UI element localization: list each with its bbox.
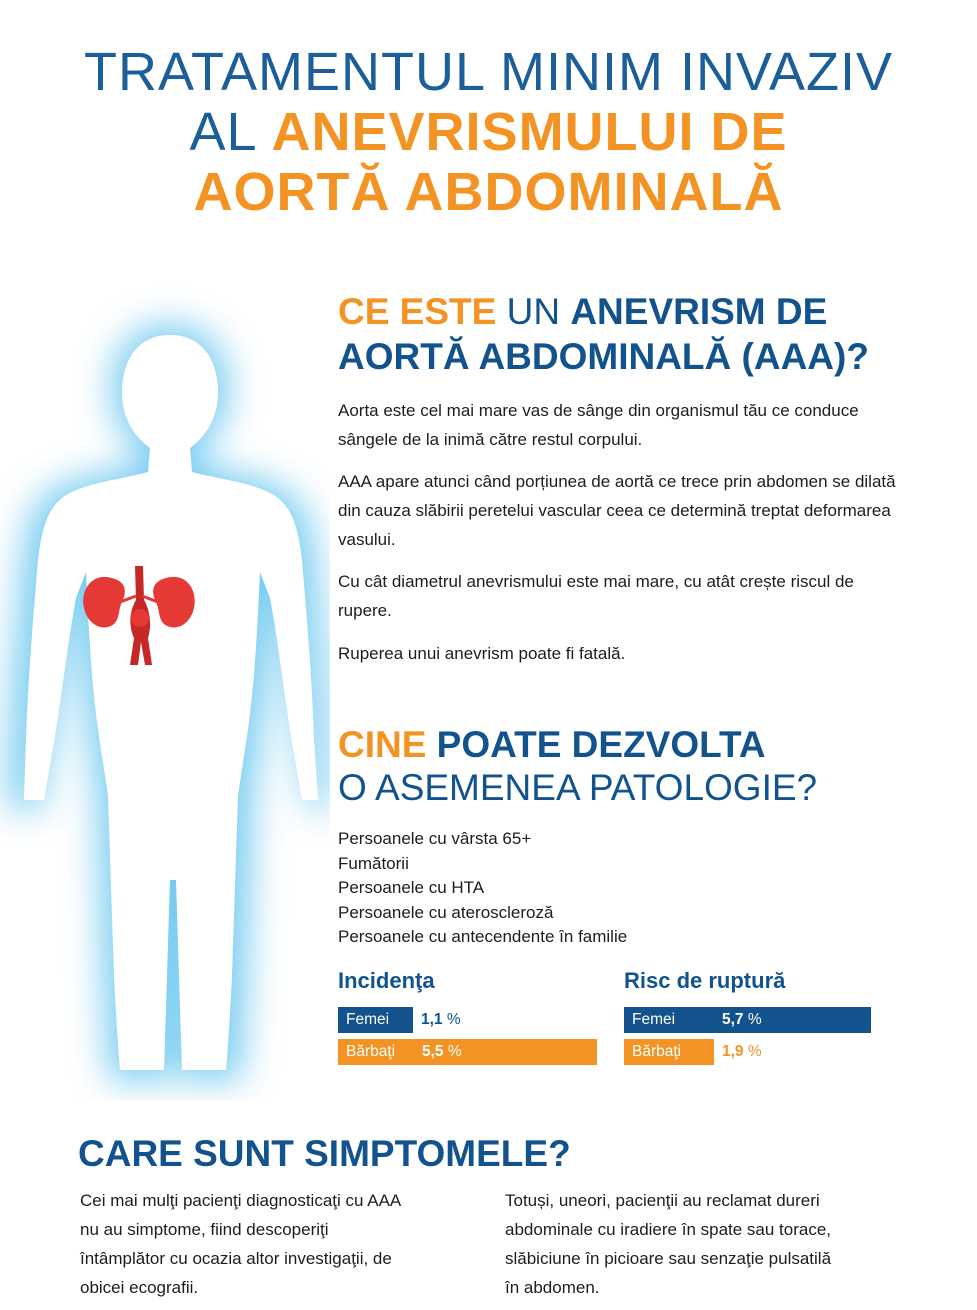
page-title-line3: AORTĂ ABDOMINALĂ xyxy=(193,162,784,222)
page-title-line2-prefix: AL xyxy=(189,102,272,162)
list-item: Fumătorii xyxy=(338,853,409,873)
rupture-men-unit: % xyxy=(743,1043,762,1060)
symptoms-title: CARE SUNT SIMPTOMELE? xyxy=(78,1133,571,1174)
paragraph-aaa-definition: AAA apare atunci când porțiunea de aortă ce trece prin abdomen se dilată din cauza slăbirii peretelui vascular ceea ce determină treptat deformarea vasului. xyxy=(338,472,896,549)
rupture-risk-title: Risc de ruptură xyxy=(624,968,786,993)
incidence-title: Incidenţa xyxy=(338,968,435,993)
section-title-who-part1: CINE xyxy=(338,724,427,765)
symptoms-right-line: abdominale cu iradiere în spate sau torace, xyxy=(505,1220,832,1239)
section-title-what-is-part3: ANEVRISM DE xyxy=(570,291,828,332)
rupture-women-value xyxy=(722,1007,762,1033)
symptoms-right-line: în abdomen. xyxy=(505,1278,600,1297)
incidence-women-bar xyxy=(338,1007,413,1033)
rupture-men-bar xyxy=(624,1039,714,1065)
page-title xyxy=(0,42,977,222)
section-title-what-is-part1: CE ESTE xyxy=(338,291,497,332)
paragraph-rupture-fatal: Ruperea unui anevrism poate fi fatală. xyxy=(338,644,626,663)
rupture-men-label: Bărbaţi xyxy=(632,1043,682,1060)
incidence-men-unit: % xyxy=(443,1043,462,1060)
rupture-women-unit: % xyxy=(743,1011,762,1028)
human-body-silhouette-icon xyxy=(0,280,330,1100)
symptoms-right-line: Totuși, uneori, pacienţii au reclamat dureri xyxy=(505,1191,820,1210)
incidence-women-unit: % xyxy=(442,1011,461,1028)
rupture-women-label: Femei xyxy=(632,1011,676,1028)
incidence-men-label: Bărbaţi xyxy=(346,1043,396,1060)
incidence-women-label: Femei xyxy=(346,1011,390,1028)
section-title-who xyxy=(338,722,766,768)
list-item: Persoanele cu vârsta 65+ xyxy=(338,829,532,848)
section-title-what-is-part2: UN xyxy=(496,291,571,332)
list-item: Persoanele cu antecendente în familie xyxy=(338,927,628,946)
symptoms-right-column xyxy=(505,1186,925,1302)
page-title-line1: TRATAMENTUL MINIM INVAZIV xyxy=(83,42,893,102)
list-item: Persoanele cu ateroscleroză xyxy=(338,902,554,922)
rupture-men-value xyxy=(722,1039,762,1065)
symptoms-right-line: slăbiciune în picioare sau senzaţie pulsatilă xyxy=(505,1249,832,1268)
paragraph-aorta-definition: Aorta este cel mai mare vas de sânge din organismul tău ce conduce sângele de la inimă către restul corpului. xyxy=(338,401,859,449)
incidence-men-bar xyxy=(338,1039,597,1065)
symptoms-left-column xyxy=(80,1186,480,1302)
rupture-women-bar xyxy=(624,1007,871,1033)
rupture-women-number: 5,7 xyxy=(722,1011,744,1028)
symptoms-left-line: nu au simptome, fiind descoperiţi xyxy=(80,1220,329,1239)
page-title-line2 xyxy=(0,102,977,162)
incidence-men-number: 5,5 xyxy=(422,1043,444,1060)
risk-groups-list xyxy=(338,827,627,950)
section-title-what-is-line2: AORTĂ ABDOMINALĂ (AAA)? xyxy=(338,336,869,377)
section-title-who-line2: O ASEMENEA PATOLOGIE? xyxy=(338,767,818,808)
section-title-what-is xyxy=(338,289,827,335)
symptoms-left-line: obicei ecografii. xyxy=(80,1278,199,1297)
rupture-men-number: 1,9 xyxy=(722,1043,744,1060)
paragraph-rupture-risk: Cu cât diametrul anevrismului este mai mare, cu atât crește riscul de rupere. xyxy=(338,572,854,620)
list-item: Persoanele cu HTA xyxy=(338,878,485,897)
incidence-women-number: 1,1 xyxy=(421,1011,443,1028)
incidence-women-value xyxy=(421,1007,461,1033)
incidence-men-value xyxy=(422,1039,462,1065)
symptoms-left-line: Cei mai mulţi pacienţi diagnosticaţi cu AAA xyxy=(80,1191,402,1210)
section-title-who-part2: POATE DEZVOLTA xyxy=(426,724,766,765)
symptoms-left-line: întâmplător cu ocazia altor investigaţii, de xyxy=(80,1249,392,1268)
page-title-line2-highlight: ANEVRISMULUI DE xyxy=(271,102,788,162)
